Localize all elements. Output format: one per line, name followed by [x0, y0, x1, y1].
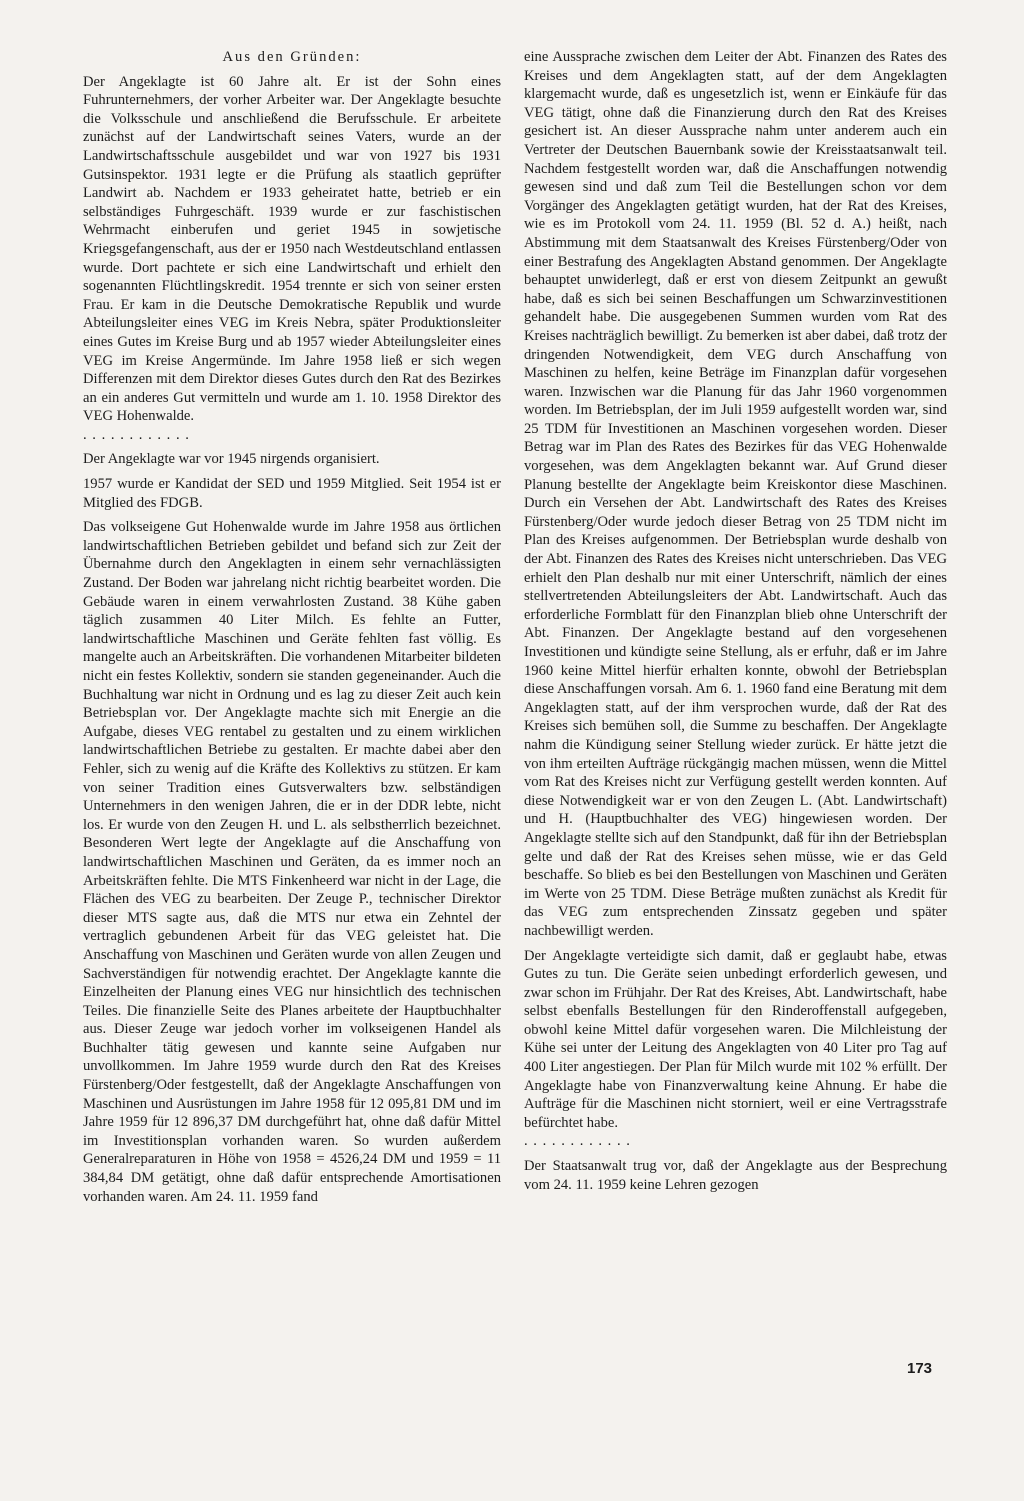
paragraph-prosecutor: Der Staatsanwalt trug vor, daß der Angeklagte aus der Besprechung vom 24. 11. 1959 keine Lehren gezogen	[524, 1158, 947, 1193]
section-heading: Aus den Gründen:	[222, 49, 362, 65]
right-column	[524, 48, 947, 1200]
paragraph-discussion-council: eine Aussprache zwischen dem Leiter der Abt. Finanzen des Rates des Kreises und dem Angeklagten statt, auf der dem Angeklagten klargemacht wurde, daß es ungesetzlich ist, wenn er Einkäufe für das VEG tätigt, ohne daß die Finanzierung durch den Rat des Kreises gesichert ist. An dieser Aussprache nahm unter anderem auch ein Vertreter der Deutschen Bauernbank sowie der Kreisstaatsanwalt teil. Nachdem festgestellt worden war, daß die Anschaffungen notwendig gewesen sind und daß zum Teil die Bestellungen schon vor dem Vorgänger des Angeklagten getätigt wurden, hat der Rat des Kreises, wie es im Protokoll vom 24. 11. 1959 (Bl. 52 d. A.) heißt, nach Abstimmung mit dem Staatsanwalt des Kreises Fürstenberg/Oder von einer Bestrafung des Angeklagten Abstand genommen. Der Angeklagte behauptet unwiderlegt, daß er erst von diesem Zeitpunkt an gewußt habe, daß es sich bei seinen Beschaffungen um Schwarzinvestitionen gehandelt habe. Die ausgegebenen Summen wurden vom Rat des Kreises nachträglich bewilligt. Zu bemerken ist aber dabei, daß trotz der dringenden Notwendigkeit, dem VEG durch Anschaffung von Maschinen zu helfen, keine Beträge im Finanzplan dafür vorgesehen waren. Inzwischen war die Planung für das Jahr 1960 vorgenommen worden. Im Betriebsplan, der im Juli 1959 aufgestellt worden war, sind 25 TDM für Investitionen an Maschinen vorgesehen worden. Dieser Betrag war im Plan des Rates des Bezirkes für das VEG Hohenwalde vorgesehen, was dem Angeklagten bekannt war. Auf Grund dieser Planung bestellte der Angeklagte beim Kreiskontor diese Maschinen. Durch ein Versehen der Abt. Landwirtschaft des Rates des Kreises Fürstenberg/Oder wurde jedoch dieser Betrag von 25 TDM nicht im Plan des Kreises aufgenommen. Der Betriebsplan wurde deshalb von der Abt. Finanzen des Rates des Kreises nicht unterschrieben. Das VEG erhielt den Plan deshalb nur mit einer Unterschrift, nämlich der eines stellvertretenden Abteilungsleiters der Abt. Landwirtschaft. Auch das erforderliche Formblatt für den Finanzplan blieb ohne Unterschrift der Abt. Finanzen. Der Angeklagte bestand auf den vorgesehenen Investitionen und kündigte seine Stellung, als er erfuhr, daß er im Jahre 1960 keine Mittel hierfür erhalten konnte, obwohl der Betriebsplan diese Anschaffungen vorsah. Am 6. 1. 1960 fand eine Beratung mit dem Angeklagten statt, auf der ihm versprochen wurde, daß der Rat des Kreises sich bemühen soll, die Summe zu beschaffen. Der Angeklagte nahm die Kündigung seiner Stellung wieder zurück. Er hätte jetzt die von ihm erteilten Aufträge rückgängig machen müssen, wenn die Mittel vom Rat des Kreises nicht zur Verfügung gestellt werden konnten. Auf diese Notwendigkeit war er von den Zeugen L. (Abt. Landwirtschaft) und H. (Hauptbuchhalter des VEG) hingewiesen worden. Der Angeklagte stellte sich auf den Standpunkt, daß für ihn der Betriebsplan gelte und daß der Rat des Kreises sehen müsse, wie er das Geld beschaffe. So blieb es bei den Bestellungen von Maschinen und Geräten im Werte von 25 TDM. Diese Beträge mußten zunächst als Kredit für das VEG zum entsprechenden Zinssatz gegeben und später nachbewilligt werden.	[524, 49, 947, 939]
paragraph-party-membership: 1957 wurde er Kandidat der SED und 1959 Mitglied. Seit 1954 ist er Mitglied des FDGB.	[83, 476, 501, 511]
paragraph-organisation: Der Angeklagte war vor 1945 nirgends organisiert.	[83, 451, 380, 468]
paragraph-veg-hohenwalde: Das volkseigene Gut Hohenwalde wurde im Jahre 1958 aus örtlichen landwirtschaftlichen Betrieben gebildet und befand sich zur Zeit der Übernahme durch den Angeklagten in einem sehr vernachlässigten Zustand. Der Boden war jahrelang nicht richtig bearbeitet worden. Die Gebäude waren in einem verwahrlosten Zustand. 38 Kühe gaben täglich zusammen 40 Liter Milch. Es fehlte an Futter, landwirtschaftliche Maschinen und Geräte fehlten fast völlig. Es mangelte auch an Arbeitskräften. Die vorhandenen Mitarbeiter bildeten nicht ein festes Kollektiv, sondern sie standen gegeneinander. Auch die Buchhaltung war nicht in Ordnung und es lag zu dieser Zeit auch kein Betriebsplan vor. Der Angeklagte machte sich mit Energie an die Aufgabe, dieses VEG rentabel zu gestalten und zu einem wirklichen landwirtschaftlichen Betriebe zu gestalten. Er machte dabei aber den Fehler, sich zu wenig auf die Kräfte des Kollektivs zu stützen. Er kam von seiner Tradition eines Gutsverwalters bzw. selbständigen Unternehmers in den wenigen Jahren, die er in der DDR lebte, nicht los. Er wurde von den Zeugen H. und L. als selbstherrlich bezeichnet. Besonderen Wert legte der Angeklagte auf die Anschaffung von landwirtschaftlichen Maschinen und Geräten, da es immer noch an Arbeitskräften fehlte. Die MTS Finkenheerd war nicht in der Lage, die Flächen des VEG zu bearbeiten. Der Zeuge P., technischer Direktor dieser MTS sagte aus, daß die MTS nur etwa ein Zehntel der vertraglich gebundenen Arbeit für das VEG geleistet hat. Die Anschaffung von Maschinen und Geräten wurde von allen Zeugen und Sachverständigen für notwendig erachtet. Der Angeklagte kannte die Einzelheiten der Planung eines VEG nur hinsichtlich des technischen Teiles. Die finanzielle Seite des Planes arbeitete der Hauptbuchhalter aus. Dieser Zeuge war jedoch vorher im volkseigenen Handel als Buchhalter tätig gewesen und kannte seine Aufgaben nur unvollkommen. Im Jahre 1959 wurde durch den Rat des Kreises Fürstenberg/Oder festgestellt, daß der Angeklagte Anschaffungen von Maschinen und Ausrüstungen im Jahre 1958 für 12 095,81 DM und im Jahre 1959 für 12 896,37 DM durchgeführt hat, ohne daß dafür Mittel im Investitionsplan vorhanden waren. So wurden außerdem Generalreparaturen in Höhe von 1958 = 4526,24 DM und 1959 = 11 384,84 DM getätigt, ohne daß dafür entsprechende Amortisationen vorhanden waren. Am 24. 11. 1959 fand	[83, 519, 501, 1205]
paragraph-defence: Der Angeklagte verteidigte sich damit, daß er geglaubt habe, etwas Gutes zu tun. Die Geräte seien unbedingt erforderlich gewesen, und zwar schon im Frühjahr. Der Rat des Kreises, Abt. Landwirtschaft, habe selbst ebenfalls Bestellungen für den Rinderoffenstall aufgegeben, obwohl keine Mittel dafür vorgesehen waren. Die Milchleistung der Kühe sei unter der Leitung des Angeklagten von 40 Liter pro Tag auf 400 Liter angestiegen. Der Plan für Milch wurde mit 102 % erfüllt. Der Angeklagte habe von Finanzverwaltung keine Ahnung. Er habe die Aufträge für die Maschinen nicht storniert, weil er eine Vertragsstrafe befürchtet habe.	[524, 947, 947, 1131]
omission-marks-1: . . . . . . . . . . . .	[83, 426, 190, 443]
page-number: 173	[907, 1360, 933, 1377]
paragraph-defendant-biography: Der Angeklagte ist 60 Jahre alt. Er ist der Sohn eines Fuhrunternehmers, der vorher Arbeiter war. Der Angeklagte besuchte die Volksschule und anschließend die Berufsschule. Er arbeitete zunächst auf der Landwirtschaft seines Vaters, wurde an der Landwirtschaftsschule ausgebildet und war von 1927 bis 1931 Gutsinspektor. 1931 legte er die Prüfung als staatlich geprüfter Landwirt ab. Nachdem er 1933 geheiratet hatte, betrieb er ein selbständiges Fuhrgeschäft. 1939 wurde er zur faschistischen Wehrmacht einberufen und geriet 1945 in sowjetische Kriegsgefangenschaft, aus der er 1950 nach Westdeutschland entlassen wurde. Dort pachtete er sich eine Landwirtschaft und erhielt den sogenannten Flüchtlingskredit. 1954 trennte er sich von seiner ersten Frau. Er kam in die Deutsche Demokratische Republik und wurde Abteilungsleiter eines VEG im Kreis Nebra, später Produktionsleiter eines Gutes im Kreise Burg und ab 1957 wieder Abteilungsleiter eines VEG im Kreise Angermünde. Im Jahre 1958 ließ er sich wegen Differenzen mit dem Direktor dieses Gutes durch den Rat des Bezirkes an ein anderes Gut vermitteln und wurde am 1. 10. 1958 Direktor des VEG Hohenwalde.	[83, 73, 501, 425]
omission-marks-2: . . . . . . . . . . . .	[524, 1133, 631, 1150]
left-column	[83, 48, 501, 1212]
